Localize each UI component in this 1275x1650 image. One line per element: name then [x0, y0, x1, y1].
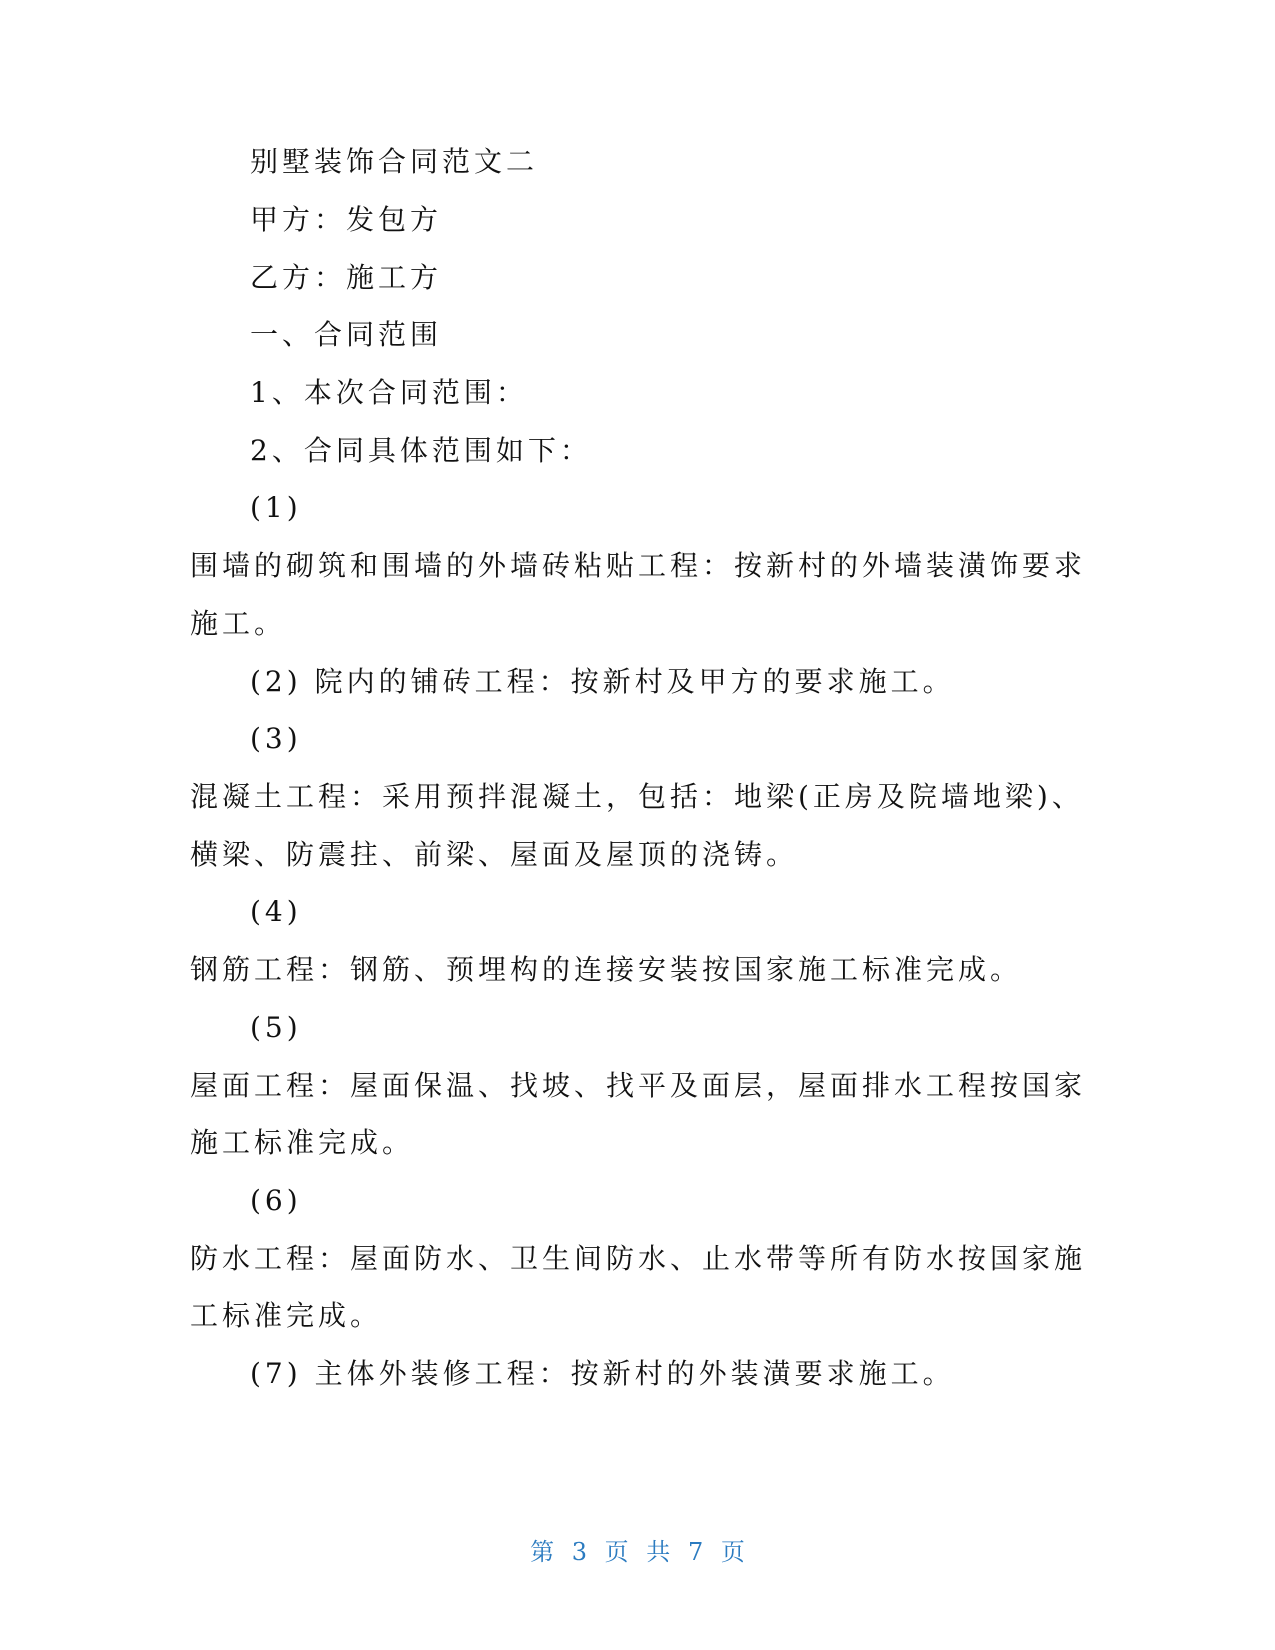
item-2: (2) 院内的铺砖工程：按新村及甲方的要求施工。 [250, 665, 955, 698]
item-3-text: 混凝土工程：采用预拌混凝土，包括：地梁(正房及院墙地梁)、 [190, 780, 1084, 813]
item-6-number: (6) [250, 1184, 302, 1217]
item-1-text: 围墙的砌筑和围墙的外墙砖粘贴工程：按新村的外墙装潢饰要求 [190, 549, 1087, 582]
item-6-text-cont: 工标准完成。 [190, 1299, 383, 1332]
party-a-line: 甲方：发包方 [250, 203, 443, 236]
item-5-number: (5) [250, 1011, 302, 1044]
party-b-line: 乙方：施工方 [250, 261, 443, 294]
item-7: (7) 主体外装修工程：按新村的外装潢要求施工。 [250, 1357, 955, 1390]
item-1-number: (1) [250, 491, 302, 524]
item-5-text: 屋面工程：屋面保温、找坡、找平及面层，屋面排水工程按国家 [190, 1069, 1087, 1102]
item-1-text-cont: 施工。 [190, 607, 287, 640]
item-3-number: (3) [250, 722, 302, 755]
document-title: 别墅装饰合同范文二 [250, 145, 539, 178]
clause-2: 2、合同具体范围如下： [250, 434, 592, 467]
page-number-footer: 第 3 页 共 7 页 [530, 1538, 745, 1566]
item-3-text-cont: 横梁、防震拄、前梁、屋面及屋顶的浇铸。 [190, 838, 799, 871]
clause-1: 1、本次合同范围： [250, 376, 528, 409]
item-4-text: 钢筋工程：钢筋、预埋构的连接安装按国家施工标准完成。 [190, 953, 1023, 986]
item-4-number: (4) [250, 895, 302, 928]
item-5-text-cont: 施工标准完成。 [190, 1126, 415, 1159]
item-6-text: 防水工程：屋面防水、卫生间防水、止水带等所有防水按国家施 [190, 1242, 1087, 1275]
section-heading: 一、合同范围 [250, 318, 443, 351]
